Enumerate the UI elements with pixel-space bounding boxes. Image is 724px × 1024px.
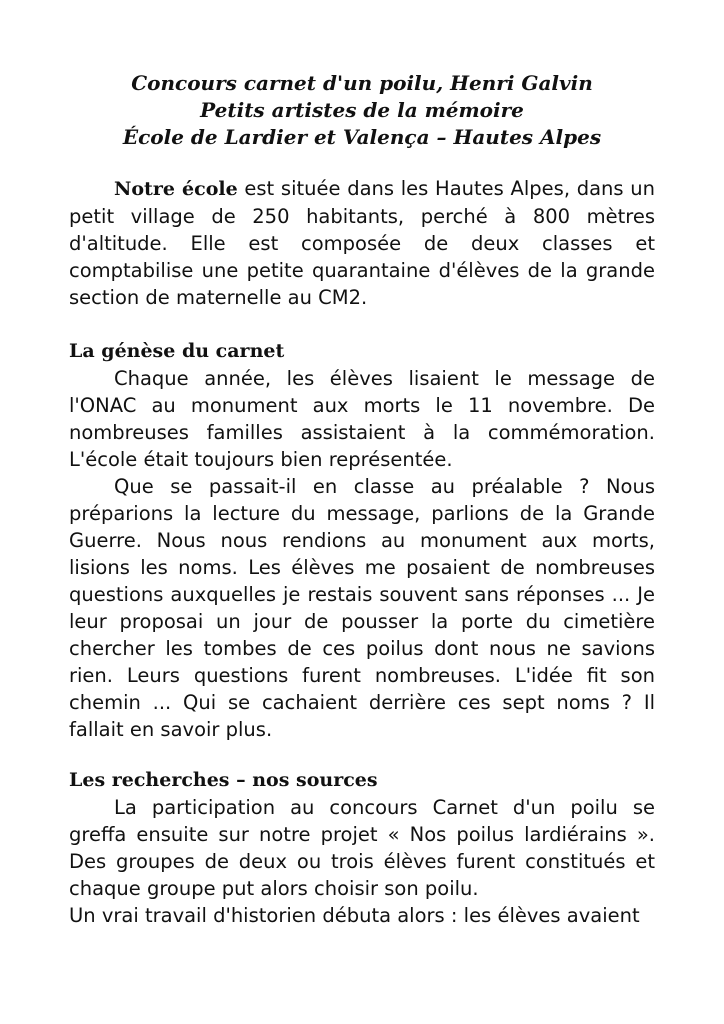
intro-lead: Notre école (114, 178, 238, 200)
paragraph-recherches-1: La participation au concours Carnet d'un poilu se greffa ensuite sur notre projet « Nos poilus lardiérains ». Des groupes de deux ou trois élèves furent constitués et chaque groupe put alors choisir son poilu. (69, 796, 655, 900)
title-line-2: Petits artistes de la mémoire (200, 98, 524, 122)
paragraph-recherches-2: Un vrai travail d'historien débuta alors : les élèves avaient (69, 904, 640, 927)
paragraph-genese-2: Que se passait-il en classe au préalable ? Nous préparions la lecture du message, parlions de la Grande Guerre. Nous nous rendions au monument aux morts, lisions les noms. Les élèves me posaient de nombreuses questions auxquelles je restais souvent sans réponses ... Je leur proposai un jour de pousser la porte du cimetière chercher les tombes de ces poilus dont nous ne savions rien. Leurs questions furent nombreuses. L'idée fit son chemin ... Qui se cachaient derrière ces sept noms ? Il fallait en savoir plus. (69, 475, 655, 741)
paragraph-genese-1: Chaque année, les élèves lisaient le message de l'ONAC au monument aux morts le 11 novembre. De nombreuses familles assistaient à la commémoration. L'école était toujours bien représentée. (69, 367, 655, 471)
title-line-1: Concours carnet d'un poilu, Henri Galvin (131, 71, 593, 95)
title-line-3: École de Lardier et Valença – Hautes Alpes (122, 125, 602, 149)
intro-paragraph (69, 175, 655, 311)
document-page (69, 70, 655, 929)
section-heading-recherches: Les recherches – nos sources (69, 769, 378, 791)
title-block (69, 70, 655, 151)
section-heading-genese: La génèse du carnet (69, 340, 285, 362)
intro-text: est située dans les Hautes Alpes, dans un petit village de 250 habitants, perché à 800 mètres d'altitude. Elle est composée de deux classes et comptabilise une petite quarantaine d'élèves de la grande section de maternelle au CM2. (69, 177, 655, 309)
